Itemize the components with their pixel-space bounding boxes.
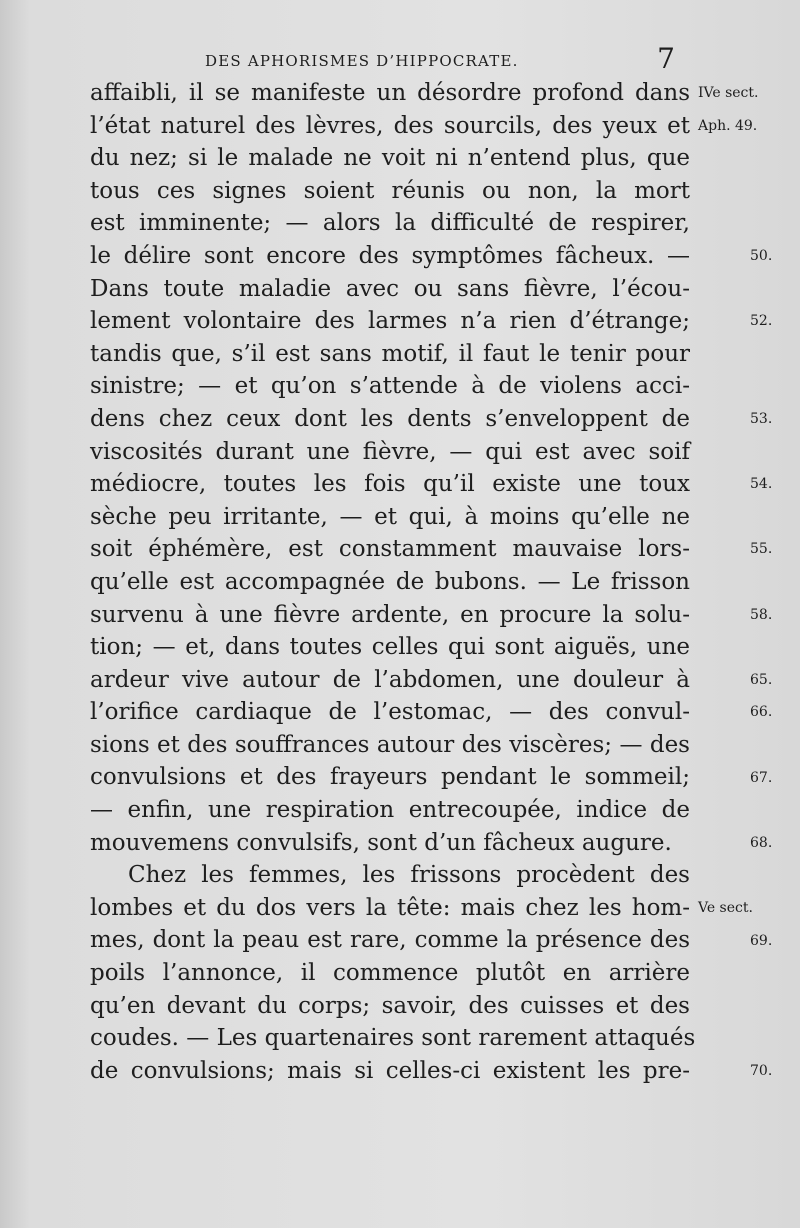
running-header: [205, 42, 675, 78]
margin-note: 50.: [750, 248, 773, 264]
text-line: coudes. — Les quartenaires sont rarement attaqués: [90, 1025, 696, 1052]
margin-note: 68.: [750, 834, 773, 851]
margin-note: IVe sect.: [698, 85, 759, 101]
margin-note: 66.: [750, 704, 773, 721]
page-number: 7: [657, 42, 675, 75]
margin-note: 54.: [750, 476, 773, 493]
margin-note: Ve sect.: [698, 900, 753, 916]
text-line: Dans toute maladie avec ou sans fièvre, l’écou-: [90, 275, 690, 302]
text-line: est imminente; — alors la difficulté de respirer,: [90, 210, 690, 237]
text-line: mouvemens convulsifs, sont d’un fâcheux augure.: [90, 829, 672, 856]
body-text: [90, 77, 696, 1087]
text-line: lombes et du dos vers la tête: mais chez les hom-: [90, 894, 690, 921]
text-line: survenu à une fièvre ardente, en procure la solu-: [90, 601, 690, 628]
text-line: viscosités durant une fièvre, — qui est avec soif: [90, 438, 690, 465]
margin-note: 67.: [750, 769, 773, 786]
text-line: de convulsions; mais si celles-ci existent les pre-: [90, 1057, 690, 1084]
margin-note: 58.: [750, 606, 773, 623]
text-line: l’orifice cardiaque de l’estomac, — des convul-: [90, 699, 690, 726]
text-line: mes, dont la peau est rare, comme la présence des: [90, 927, 690, 954]
text-line: qu’en devant du corps; savoir, des cuisses et des: [90, 992, 690, 1019]
text-line: ardeur vive autour de l’abdomen, une douleur à: [90, 666, 690, 693]
text-line: sions et des souffrances autour des viscères; — des: [90, 731, 690, 758]
text-line: affaibli, il se manifeste un désordre profond dans: [90, 80, 690, 106]
margin-note: 70.: [750, 1063, 773, 1079]
text-line: l’état naturel des lèvres, des sourcils, des yeux et: [90, 112, 690, 139]
text-line: sinistre; — et qu’on s’attende à de violens acci-: [90, 373, 690, 400]
text-line: dens chez ceux dont les dents s’enveloppent de: [90, 405, 690, 432]
text-line: soit éphémère, est constamment mauvaise lors-: [90, 536, 690, 563]
margin-note: 53.: [750, 411, 773, 427]
text-line: qu’elle est accompagnée de bubons. — Le frisson: [90, 568, 690, 595]
text-line: tous ces signes soient réunis ou non, la mort: [90, 177, 690, 204]
text-line: Chez les femmes, les frissons procèdent des: [128, 862, 690, 889]
running-title: DES APHORISMES D’HIPPOCRATE.: [205, 52, 519, 70]
text-line: médiocre, toutes les fois qu’il existe une toux: [90, 471, 690, 498]
margin-note: 52.: [750, 313, 773, 330]
text-line: tion; — et, dans toutes celles qui sont aiguës, une: [90, 634, 690, 661]
margin-note: 55.: [750, 541, 773, 558]
text-line: — enfin, une respiration entrecoupée, indice de: [90, 797, 690, 824]
margin-note: 65.: [750, 671, 773, 688]
text-line: sèche peu irritante, — et qui, à moins qu’elle ne: [90, 503, 690, 530]
margin-note: Aph. 49.: [698, 117, 758, 134]
text-line: convulsions et des frayeurs pendant le sommeil;: [90, 764, 690, 791]
text-line: du nez; si le malade ne voit ni n’entend plus, que: [90, 145, 690, 172]
margin-note: 69.: [750, 932, 773, 949]
text-line: le délire sont encore des symptômes fâcheux. —: [90, 242, 690, 269]
text-line: lement volontaire des larmes n’a rien d’étrange;: [90, 308, 690, 335]
text-line: poils l’annonce, il commence plutôt en arrière: [90, 960, 690, 987]
text-line: tandis que, s’il est sans motif, il faut le tenir pour: [90, 340, 690, 367]
